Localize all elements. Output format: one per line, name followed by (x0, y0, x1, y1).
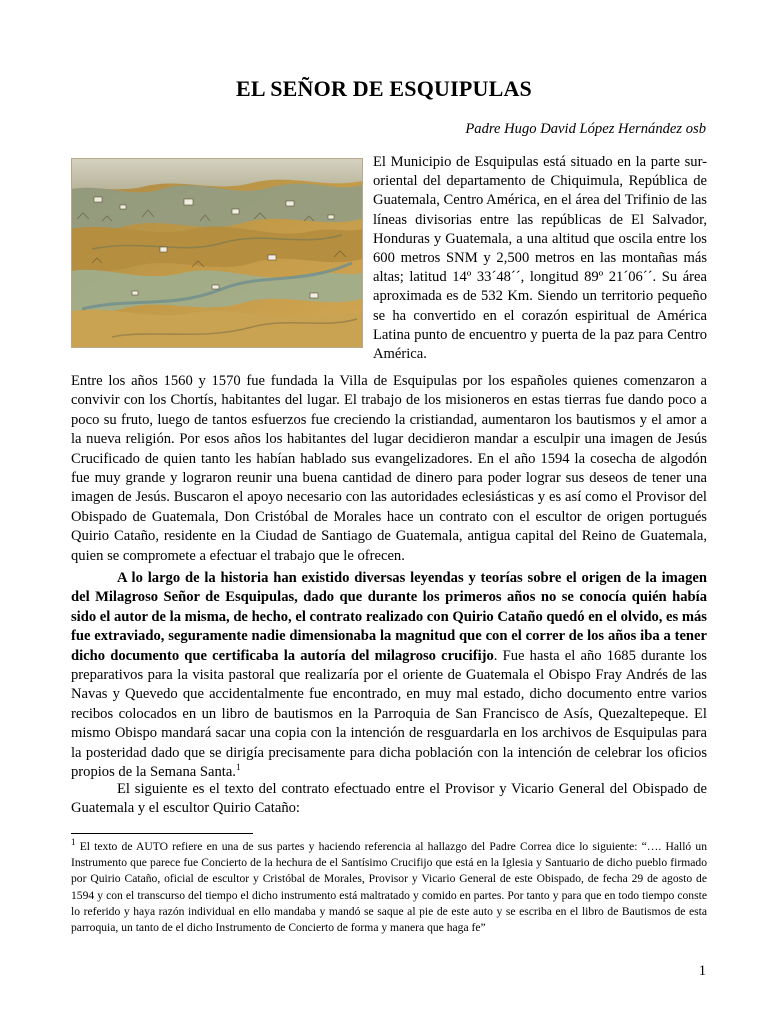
esquipulas-map-painting (71, 158, 363, 348)
contract-intro-paragraph: El siguiente es el texto del contrato efectuado entre el Provisor y Vicario General del Obispado de Guatemala y el escultor Quirio Cataño: (71, 781, 707, 817)
history-paragraph: Entre los años 1560 y 1570 fue fundada la Villa de Esquipulas por los españoles quienes comenzaron a convivir con los Chortís, habitantes del lugar. El trabajo de los misioneros en estas tierras fue dando poco a poco su fruto, luego de tantos esfuerzos fue creciendo la cristiandad, aumentaron los bautismos y el amor a la nueva religión. Por esos años los habitantes del lugar decidieron mandar a esculpir una imagen de Jesús Crucificado de quien tanto les habían hablado sus evangelizadores. En el año 1594 la cosecha de algodón fue muy grande y lograron reunir una buena cantidad de dinero para poder lograr sus deseos de tener una imagen de Jesús. Buscaron el apoyo necesario con las autoridades eclesiásticas y es así como el Provisor del Obispado de Guatemala, Don Cristóbal de Morales hace un contrato con el escultor de origen portugués Quirio Cataño, residente en la Ciudad de Santiago de Guatemala, antigua capital del Reino de Guatemala, quien se compromete a efectuar el trabajo que le ofrecen. (71, 373, 707, 564)
footnote (71, 839, 707, 936)
legend-paragraph (71, 569, 707, 782)
footnote-number: 1 (71, 837, 76, 848)
footnote-text: El texto de AUTO refiere en una de sus partes y haciendo referencia al hallazgo del Padre Correa dice lo siguiente: “…. Halló un Instrumento que parece fue Concierto de la hechura de el Santísimo Crucifijo que está en la Iglesia y Santuario de dicho pueblo firmado por Quirio Cataño, oficial de escultor y Cristóbal de Morales, Provisor y Vicario General de este Obispado, de fecha 29 de agosto de 1594 y con el transcurso del tiempo el dicho instrumento está maltratado y comido en partes. Por tanto y para que en todo tiempo conste lo referido y haya razón individual en ello mandaba y mandó se saque al pie de este auto y se escriba en el libro de Bautismos de esta parroquia, un tanto de el dicho Instrumento de Concierto de forma y manera que haga fe” (71, 840, 708, 935)
page-title: EL SEÑOR DE ESQUIPULAS (236, 76, 532, 101)
legend-rest-text: . Fue hasta el año 1685 durante los preparativos para la visita pastoral que realizaría por el oriente de Guatemala el Obispo Fray Andrés de las Navas y Quevedo que accidentalmente fue encontrado, en muy mal estado, dicho documento entre varios recibos colocados en un libro de bautismos en la Parroquia de San Francisco de Asís, Quezaltepeque. El mismo Obispo mandará sacar una copia con la intención de resguardarla en los archivos de Esquipulas para la posteridad dado que se dirigía precisamente para dicha población con la intención de celebrar los oficios propios de la Semana Santa. (71, 647, 707, 781)
footnote-reference[interactable]: 1 (235, 762, 241, 773)
author-line: Padre Hugo David López Hernández osb (465, 121, 706, 137)
intro-paragraph: El Municipio de Esquipulas está situado en la parte sur-oriental del departamento de Chiquimula, República de Guatemala, Centro América, en el área del Trifinio de las líneas divisorias entre las repúblicas de El Salvador, Honduras y Guatemala, a una altitud que oscila entre los 600 metros SNM y 2,500 metros en las montañas más altas; latitud 14º 33´48´´, longitud 89º 21´06´´. Su área aproximada es de 532 Km. Siendo un territorio pequeño se ha convertido en el corazón espiritual de América Latina punto de encuentro y puerta de la paz para Centro América. (373, 154, 707, 363)
footnote-separator (71, 833, 253, 834)
legend-bold-text: A lo largo de la historia han existido diversas leyendas y teorías sobre el origen de la imagen del Milagroso Señor de Esquipulas, dado que durante los primeros años no se conocía quién había sido el autor de la misma, de hecho, el contrato realizado con Quirio Cataño quedó en el olvido, es más fue extraviado, seguramente nadie dimensionaba la magnitud que con el correr de los años iba a tener dicho documento que certificaba la autoría del milagroso crucifijo (71, 570, 707, 664)
page-number: 1 (698, 963, 706, 979)
